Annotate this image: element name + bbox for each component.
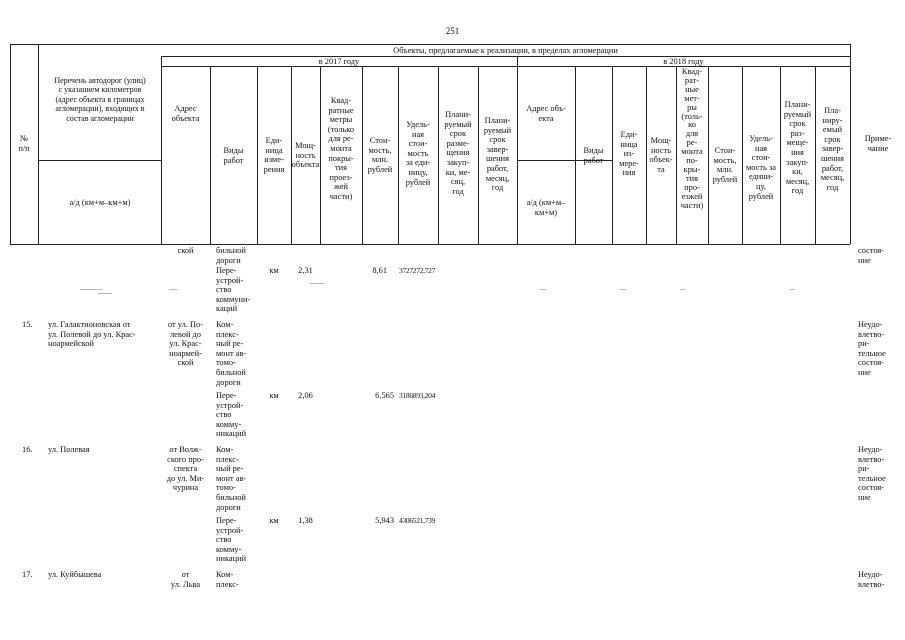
header-2018-plan-finish: Пла- ниру- емый срок завер- шения работ, месяц, год — [820, 106, 845, 192]
header-2018-sqm: Квад- рат- ные мет- ры (толь- ко для ре- монта по- кры- тия про- езжей части) — [680, 67, 704, 210]
header-year-2018: в 2018 году — [663, 57, 704, 66]
header-2018-address: Адрес объ- екта — [526, 104, 566, 123]
row-address: от ул. По- левой до ул. Крас- ноармей- ской — [167, 320, 204, 368]
row-note: Неудо- влетво- — [858, 570, 885, 589]
row-works-a: Ком- плекс- ный ре- монт ав- томо- бильной дороги — [216, 445, 247, 512]
header-num: № п/п — [18, 134, 30, 153]
row-unit: км — [269, 516, 279, 525]
header-roads: Перечень автодорог (улиц) с указанием километров (адрес объекта в границах агломерации), входящих в состав агломерации — [54, 76, 146, 123]
row-unit: км — [269, 391, 279, 400]
carry-unitcost: 3727272,727 — [399, 266, 436, 275]
row-works-a: Ком- плекс- — [216, 570, 239, 589]
header-2017-plan-finish: Плани- руемый срок завер- шения работ, месяц, год — [483, 116, 512, 193]
header-objects: Объекты, предлагаемые к реализации, в пределах агломерации — [393, 46, 618, 55]
row-road: ул. Галактионовская от ул. Полевой до ул. Крас- ноармейской — [48, 320, 136, 349]
row-unitcost: 4306521,739 — [399, 516, 436, 525]
row-power: 1,38 — [298, 516, 313, 525]
row-cost: 6,565 — [375, 391, 394, 400]
row-address: от ул. Льва — [170, 570, 201, 589]
carry-power: 2,31 — [298, 266, 313, 275]
row-unitcost: 3186893,204 — [399, 391, 436, 400]
header-2017-address: Адрес объекта — [171, 104, 200, 123]
carry-address: ской — [177, 246, 194, 255]
header-roads-sub: а/д (км+м–км+м) — [69, 198, 131, 207]
header-2018-plan-place: Плани- руемый срок раз- меще- ния закуп- ки, месяц, год — [783, 100, 812, 196]
header-2018-unitcost: Удель- ная стои- мость за едини- цу, рублей — [745, 134, 776, 201]
row-works-b: Пере- устрой- ство комму- никаций — [216, 516, 247, 564]
header-2017-unitcost: Удель- ная стои- мость за еди- ницу, рублей — [405, 120, 431, 187]
header-year-2017: в 2017 году — [318, 57, 360, 66]
header-2017-power: Мощ- ность объекта — [291, 141, 320, 170]
carry-unit: км — [269, 266, 279, 275]
header-2018-address-sub: а/д (км+м– км+м) — [526, 198, 566, 217]
row-works-b: Пере- устрой- ство комму- никаций — [216, 391, 247, 439]
header-2017-works: Виды работ — [223, 146, 244, 165]
row-address: от Волж- ского про- спекта до ул. Ми- чурина — [166, 445, 205, 493]
header-2017-unit: Еди- ница изме- рения — [263, 136, 285, 174]
row-road: ул. Куйбышева — [48, 570, 102, 579]
row-road: ул. Полевая — [48, 445, 90, 454]
row-note: Неудо- влетво- ри- тельное состоя- ние — [858, 320, 886, 377]
carry-works-a: бильной дороги — [216, 246, 246, 265]
row-num: 17. — [22, 570, 33, 579]
row-note: Неудо- влетво- ри- тельное состоя- ние — [858, 445, 886, 502]
row-cost: 5,943 — [375, 516, 394, 525]
row-works-a: Ком- плекс- ный ре- монт ав- томо- бильной дороги — [216, 320, 247, 387]
row-power: 2,06 — [298, 391, 313, 400]
header-2018-works: Виды работ — [583, 146, 604, 165]
header-2017-cost: Стои- мость, млн. рублей — [367, 136, 393, 174]
carry-cost: 8,61 — [372, 266, 387, 275]
header-2018-power: Мощ- ность объек- та — [649, 136, 673, 174]
page-number: 251 — [445, 26, 460, 36]
row-num: 15. — [22, 320, 33, 329]
header-2017-plan-place: Плани- руемый срок разме- щения закуп- ки, ме- сяц, год — [444, 110, 472, 196]
row-num: 16. — [22, 445, 33, 454]
carry-note: состоя- ние — [858, 246, 885, 265]
header-2018-unit: Еди- ница из- мере- ния — [619, 130, 639, 178]
header-2018-cost: Стои- мость, млн. рублей — [712, 146, 738, 184]
carry-works-b: Пере- устрой- ство коммуни- каций — [216, 266, 251, 314]
header-2017-sqm: Квад- ратные метры (только для ре- монта покры- тия проез- жей части) — [327, 96, 355, 201]
header-notes: Приме- чание — [864, 134, 892, 153]
